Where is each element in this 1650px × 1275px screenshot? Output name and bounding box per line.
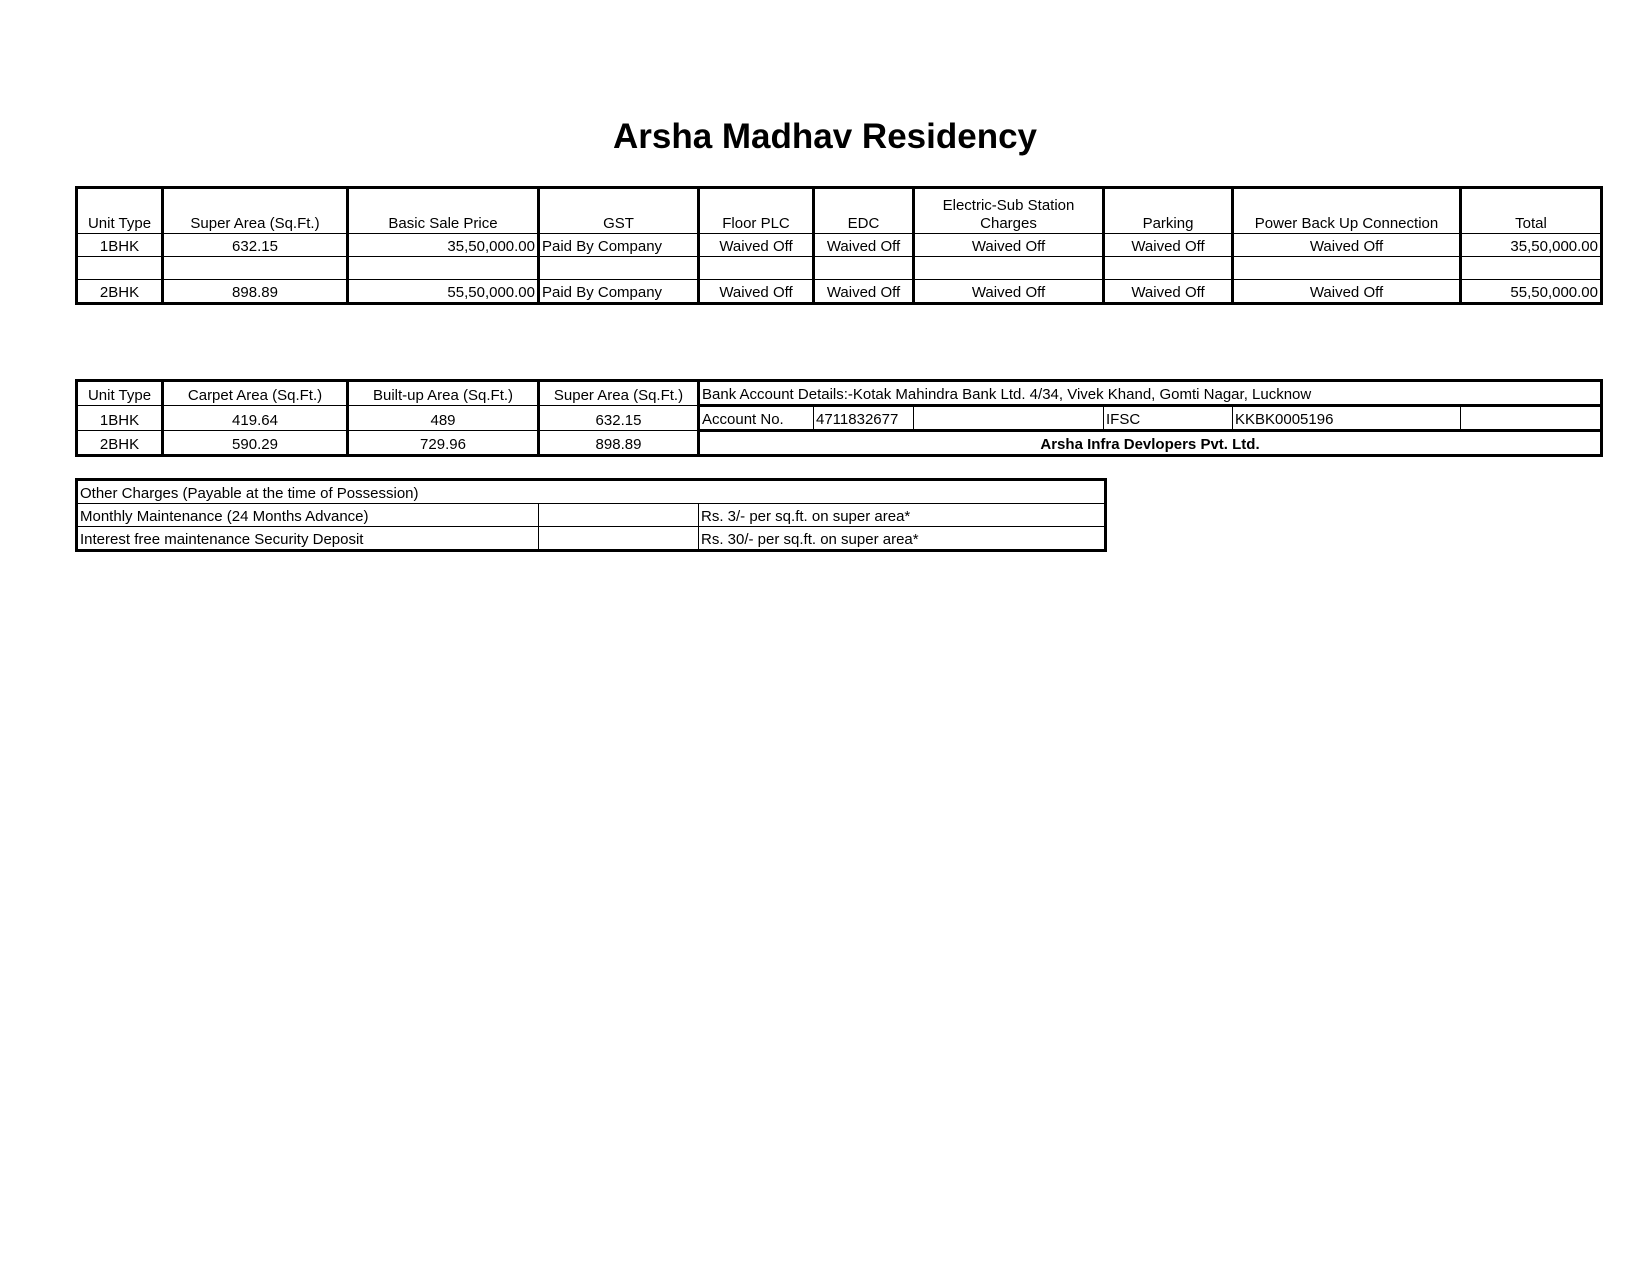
cell bbox=[1233, 257, 1461, 280]
header-carpet-area: Carpet Area (Sq.Ft.) bbox=[163, 381, 348, 406]
header-basic-sale-price: Basic Sale Price bbox=[348, 188, 539, 234]
cell: 898.89 bbox=[539, 431, 699, 456]
header-super-area: Super Area (Sq.Ft.) bbox=[539, 381, 699, 406]
header-gst: GST bbox=[539, 188, 699, 234]
cell bbox=[348, 257, 539, 280]
header-edc: EDC bbox=[814, 188, 914, 234]
cell: 1BHK bbox=[77, 234, 163, 257]
cell: Waived Off bbox=[1104, 234, 1233, 257]
header-electric-sub-station bbox=[914, 188, 1104, 234]
cell: 55,50,000.00 bbox=[348, 280, 539, 304]
table-row bbox=[77, 234, 1602, 257]
cell bbox=[814, 257, 914, 280]
cell: 590.29 bbox=[163, 431, 348, 456]
cell: 632.15 bbox=[539, 406, 699, 431]
header-super-area: Super Area (Sq.Ft.) bbox=[163, 188, 348, 234]
table-row bbox=[77, 480, 1106, 504]
cell bbox=[163, 257, 348, 280]
cell bbox=[1461, 257, 1602, 280]
cell: Waived Off bbox=[699, 280, 814, 304]
cell: 898.89 bbox=[163, 280, 348, 304]
cell bbox=[539, 504, 699, 527]
account-label: Account No. bbox=[699, 406, 814, 431]
table-row bbox=[77, 381, 1602, 406]
header-unit-type: Unit Type bbox=[77, 188, 163, 234]
ifsc-label: IFSC bbox=[1104, 406, 1233, 431]
charge-label: Interest free maintenance Security Deposit bbox=[77, 527, 539, 551]
header-electric-line-1: Electric-Sub Station bbox=[942, 197, 1075, 214]
table-row bbox=[77, 527, 1106, 551]
charge-label: Monthly Maintenance (24 Months Advance) bbox=[77, 504, 539, 527]
cell: Waived Off bbox=[814, 280, 914, 304]
cell bbox=[77, 257, 163, 280]
cell: 55,50,000.00 bbox=[1461, 280, 1602, 304]
header-unit-type: Unit Type bbox=[77, 381, 163, 406]
table-row bbox=[77, 257, 1602, 280]
cell: Paid By Company bbox=[539, 280, 699, 304]
other-charges-heading: Other Charges (Payable at the time of Possession) bbox=[77, 480, 1106, 504]
header-power-backup: Power Back Up Connection bbox=[1233, 188, 1461, 234]
company-name: Arsha Infra Devlopers Pvt. Ltd. bbox=[699, 431, 1602, 456]
other-charges-table bbox=[75, 478, 1107, 552]
cell: Paid By Company bbox=[539, 234, 699, 257]
cell: Waived Off bbox=[914, 234, 1104, 257]
cell: Waived Off bbox=[1233, 234, 1461, 257]
header-electric-line-2: Charges bbox=[980, 215, 1037, 232]
cell: Waived Off bbox=[1233, 280, 1461, 304]
cell bbox=[699, 257, 814, 280]
page-title: Arsha Madhav Residency bbox=[612, 117, 1038, 156]
header-parking: Parking bbox=[1104, 188, 1233, 234]
cell bbox=[914, 257, 1104, 280]
cell: Waived Off bbox=[814, 234, 914, 257]
cell: 419.64 bbox=[163, 406, 348, 431]
header-floor-plc: Floor PLC bbox=[699, 188, 814, 234]
cell bbox=[539, 527, 699, 551]
header-built-up-area: Built-up Area (Sq.Ft.) bbox=[348, 381, 539, 406]
header-total: Total bbox=[1461, 188, 1602, 234]
cell: Waived Off bbox=[699, 234, 814, 257]
account-number: 4711832677 bbox=[814, 406, 914, 431]
ifsc-code: KKBK0005196 bbox=[1233, 406, 1461, 431]
cell: 35,50,000.00 bbox=[1461, 234, 1602, 257]
cell: 35,50,000.00 bbox=[348, 234, 539, 257]
table-row bbox=[77, 431, 1602, 456]
cell: 489 bbox=[348, 406, 539, 431]
cell bbox=[1461, 406, 1602, 431]
cell: 632.15 bbox=[163, 234, 348, 257]
cell: 729.96 bbox=[348, 431, 539, 456]
cell: 2BHK bbox=[77, 431, 163, 456]
pricing-table bbox=[75, 186, 1603, 305]
cell: Waived Off bbox=[1104, 280, 1233, 304]
area-table bbox=[75, 379, 1603, 457]
cell bbox=[1104, 257, 1233, 280]
charge-rate: Rs. 30/- per sq.ft. on super area* bbox=[699, 527, 1106, 551]
bank-account-details: Bank Account Details:-Kotak Mahindra Bank Ltd. 4/34, Vivek Khand, Gomti Nagar, Lucknow bbox=[699, 381, 1602, 406]
cell: 2BHK bbox=[77, 280, 163, 304]
charge-rate: Rs. 3/- per sq.ft. on super area* bbox=[699, 504, 1106, 527]
cell bbox=[539, 257, 699, 280]
table-row bbox=[77, 504, 1106, 527]
table-row bbox=[77, 280, 1602, 304]
cell: Waived Off bbox=[914, 280, 1104, 304]
table-row bbox=[77, 406, 1602, 431]
cell: 1BHK bbox=[77, 406, 163, 431]
cell bbox=[914, 406, 1104, 431]
